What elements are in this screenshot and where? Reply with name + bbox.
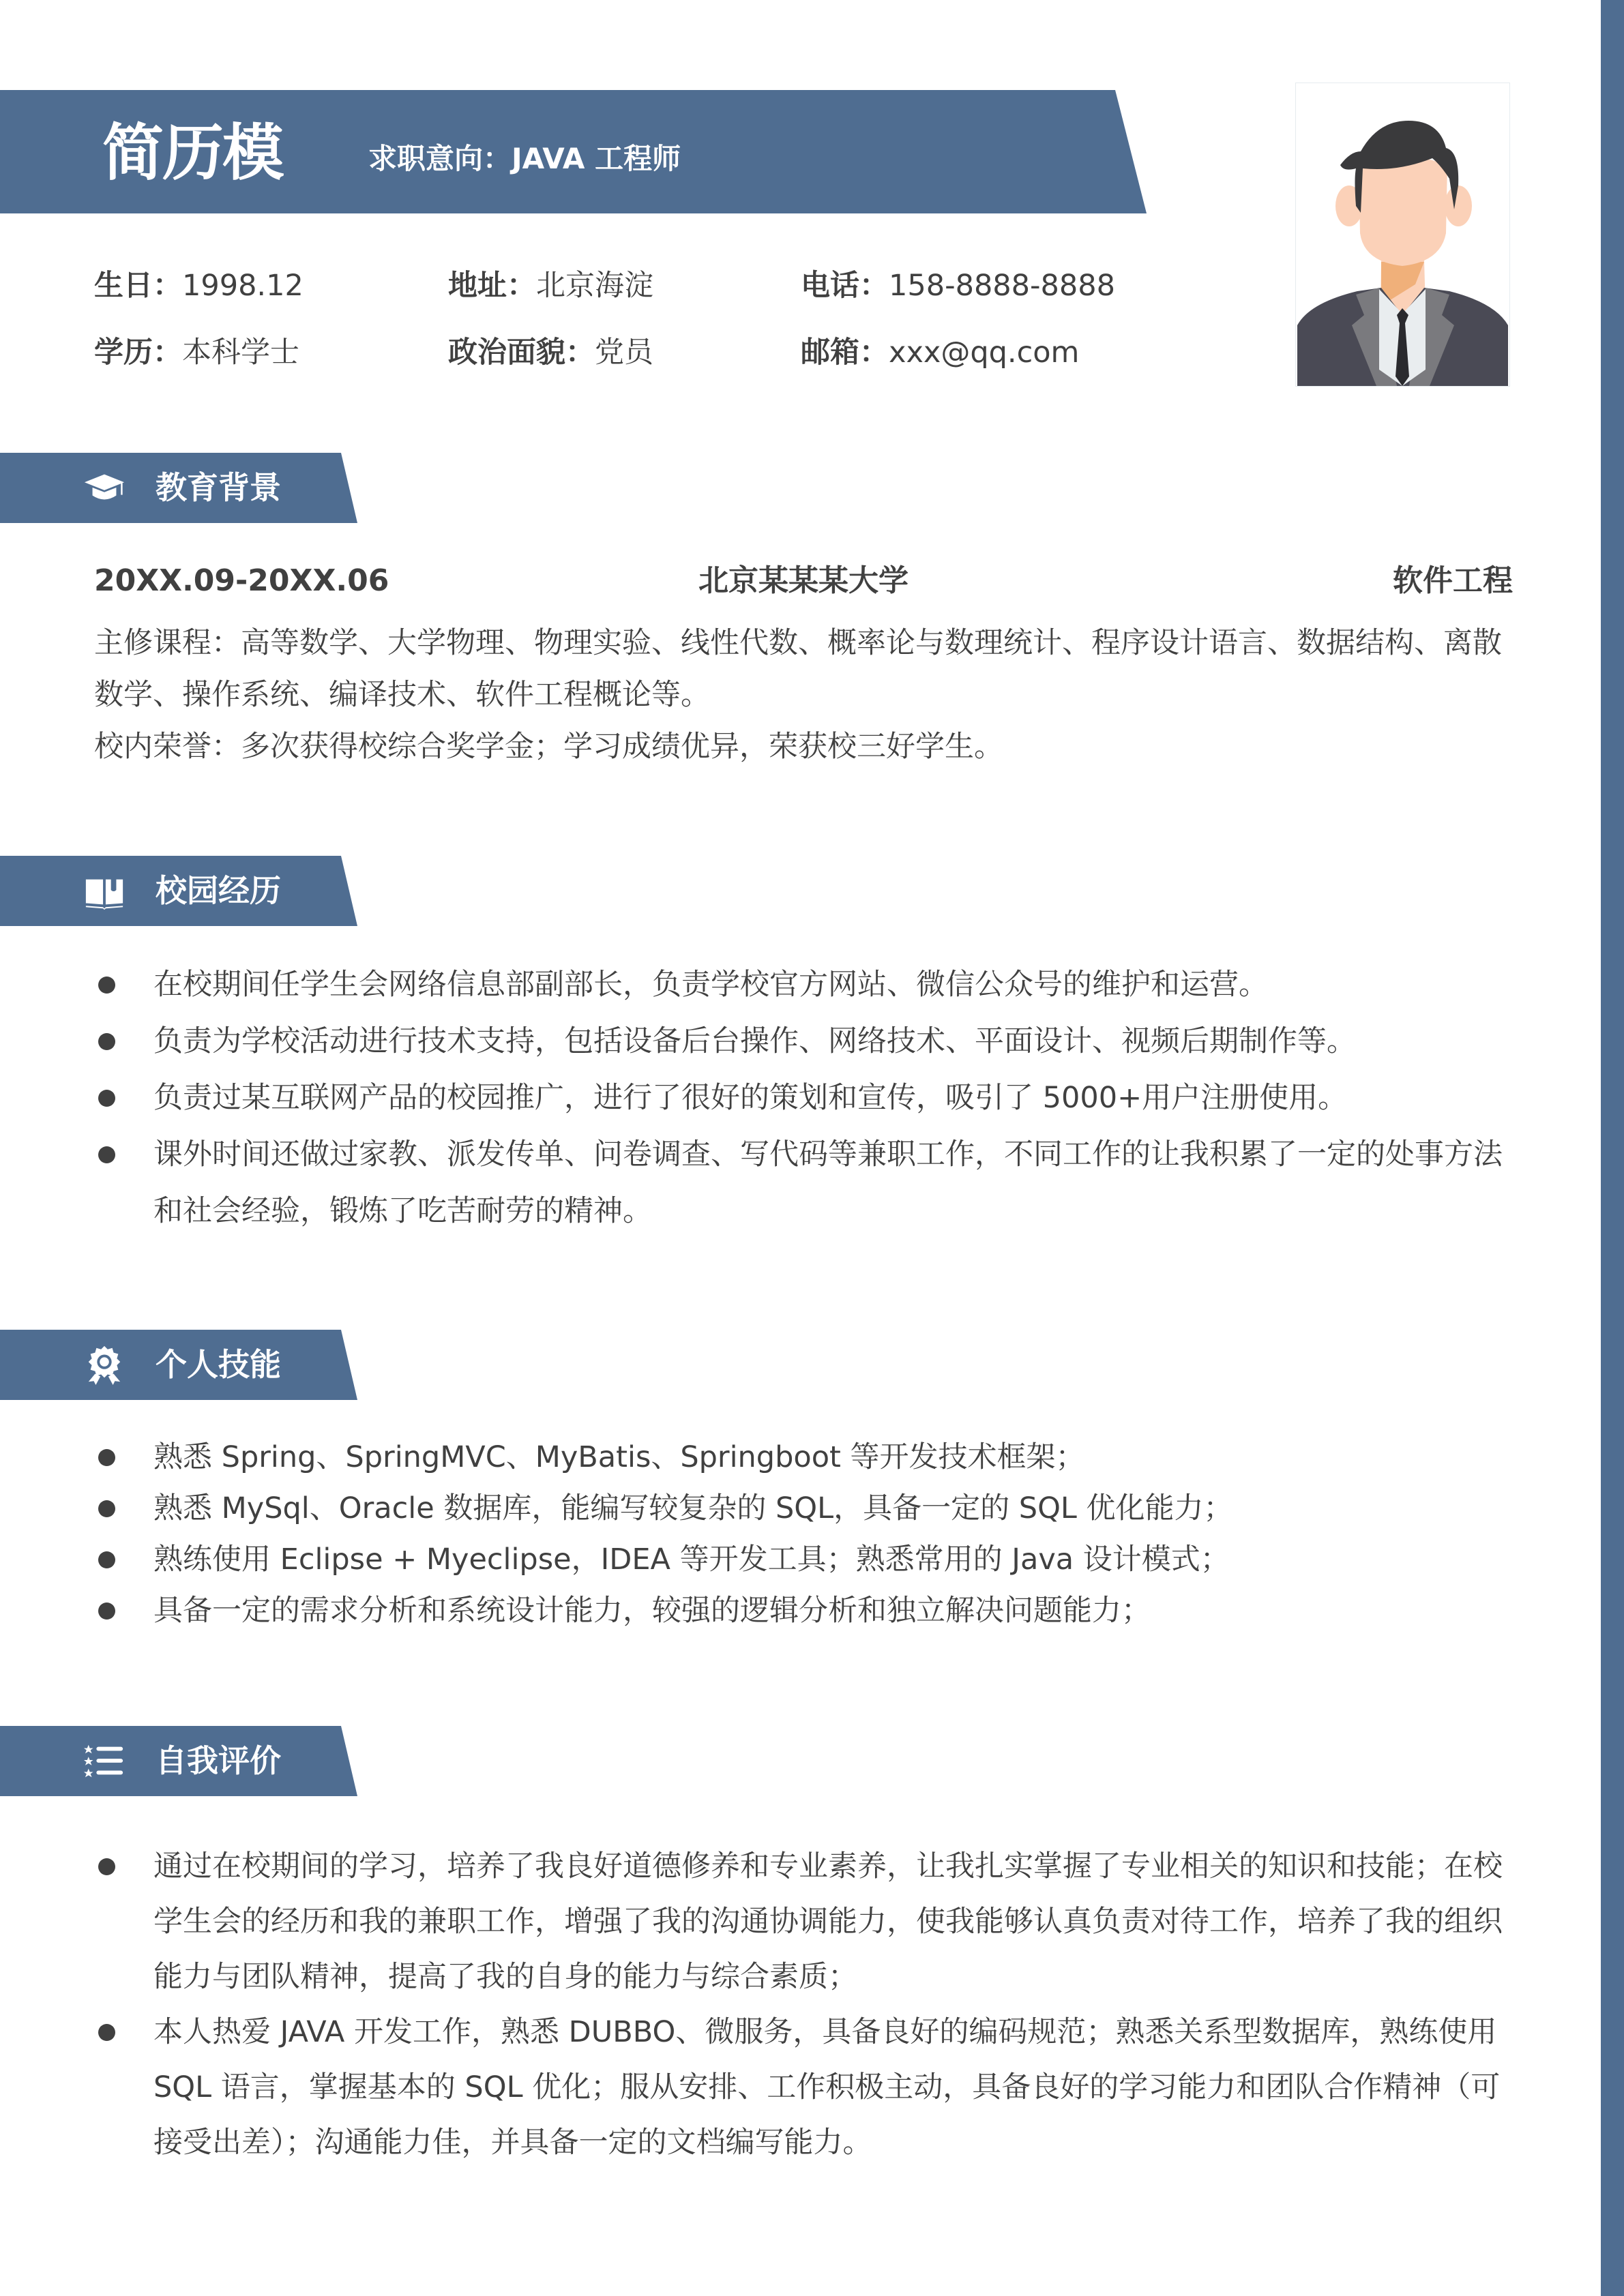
info-politics-value: 党员 bbox=[595, 336, 653, 370]
info-politics bbox=[448, 332, 653, 373]
bullet-icon bbox=[98, 1033, 115, 1050]
info-address-value: 北京海淀 bbox=[536, 269, 653, 303]
info-phone bbox=[801, 265, 1115, 306]
section-title-self-evaluation: 自我评价 bbox=[156, 1742, 281, 1779]
info-phone-label: 电话： bbox=[801, 269, 889, 303]
info-address-label: 地址： bbox=[448, 269, 536, 303]
list-item: 在校期间任学生会网络信息部副部长，负责学校官方网站、微信公众号的维护和运营。 bbox=[94, 957, 1516, 1013]
bullet-icon bbox=[98, 1449, 115, 1466]
avatar-icon bbox=[1296, 83, 1509, 386]
bullet-icon bbox=[98, 2024, 115, 2041]
list-item: 通过在校期间的学习，培养了我良好道德修养和专业素养，让我扎实掌握了专业相关的知识和技能；在校学生会的经历和我的兼职工作，增强了我的沟通协调能力，使我能够认真负责对待工作，培养了我的组织能力与团队精神，提高了我的自身的能力与综合素质； bbox=[94, 1839, 1516, 2005]
info-education-value: 本科学士 bbox=[182, 336, 299, 370]
education-major: 软件工程 bbox=[1393, 563, 1513, 598]
list-item: 课外时间还做过家教、派发传单、问卷调查、写代码等兼职工作，不同工作的让我积累了一定的处事方法和社会经验，锻炼了吃苦耐劳的精神。 bbox=[94, 1127, 1516, 1240]
skills-list bbox=[94, 1432, 1516, 1637]
info-education bbox=[94, 332, 299, 373]
right-accent-bar bbox=[1601, 0, 1624, 2296]
info-birthday-value: 1998.12 bbox=[182, 269, 304, 303]
resume-title: 简历模 bbox=[102, 117, 282, 189]
bullet-icon bbox=[98, 1500, 115, 1517]
list-item: 负责过某互联网产品的校园推广，进行了很好的策划和宣传，吸引了 5000+用户注册使用。 bbox=[94, 1070, 1516, 1127]
list-item: 负责为学校活动进行技术支持，包括设备后台操作、网络技术、平面设计、视频后期制作等。 bbox=[94, 1013, 1516, 1070]
award-ribbon-icon bbox=[83, 1343, 126, 1386]
section-title-skills: 个人技能 bbox=[156, 1346, 281, 1383]
bullet-icon bbox=[98, 1551, 115, 1568]
list-item: 熟练使用 Eclipse + Myeclipse，IDEA 等开发工具；熟悉常用的 Java 设计模式； bbox=[94, 1534, 1516, 1585]
graduation-cap-icon bbox=[83, 466, 126, 509]
section-title-campus: 校园经历 bbox=[156, 872, 281, 909]
education-school: 北京某某某大学 bbox=[698, 563, 909, 598]
education-entry bbox=[94, 559, 1513, 603]
section-title-education: 教育背景 bbox=[156, 469, 281, 506]
info-address bbox=[448, 265, 653, 306]
info-email-label: 邮箱： bbox=[801, 336, 889, 370]
list-item: 熟悉 MySql、Oracle 数据库，能编写较复杂的 SQL，具备一定的 SQL 优化能力； bbox=[94, 1483, 1516, 1534]
profile-photo bbox=[1295, 83, 1510, 387]
self-evaluation-list bbox=[94, 1839, 1516, 2171]
bullet-icon bbox=[98, 1090, 115, 1107]
education-honors: 校内荣誉：多次获得校综合奖学金；学习成绩优异，荣获校三好学生。 bbox=[94, 730, 1003, 764]
info-birthday bbox=[94, 265, 304, 306]
bullet-icon bbox=[98, 1146, 115, 1163]
bullet-icon bbox=[98, 976, 115, 994]
bullet-icon bbox=[98, 1858, 115, 1875]
education-courses: 主修课程：高等数学、大学物理、物理实验、线性代数、概率论与数理统计、程序设计语言、数据结构、离散数学、操作系统、编译技术、软件工程概论等。 bbox=[94, 626, 1502, 712]
campus-list bbox=[94, 957, 1516, 1240]
list-item: 具备一定的需求分析和系统设计能力，较强的逻辑分析和独立解决问题能力； bbox=[94, 1585, 1516, 1637]
info-email bbox=[801, 332, 1079, 373]
info-email-value: xxx@qq.com bbox=[889, 336, 1080, 370]
education-period: 20XX.09-20XX.06 bbox=[94, 563, 389, 598]
info-phone-value: 158-8888-8888 bbox=[889, 269, 1115, 303]
education-details bbox=[94, 617, 1514, 773]
info-politics-label: 政治面貌： bbox=[448, 336, 595, 370]
info-education-label: 学历： bbox=[94, 336, 182, 370]
job-intent: 求职意向：JAVA 工程师 bbox=[368, 142, 681, 175]
open-book-icon bbox=[83, 870, 126, 912]
star-list-icon bbox=[83, 1740, 126, 1782]
info-birthday-label: 生日： bbox=[94, 269, 182, 303]
list-item: 熟悉 Spring、SpringMVC、MyBatis、Springboot 等开发技术框架； bbox=[94, 1432, 1516, 1483]
bullet-icon bbox=[98, 1602, 115, 1620]
list-item: 本人热爱 JAVA 开发工作，熟悉 DUBBO、微服务，具备良好的编码规范；熟悉关系型数据库，熟练使用 SQL 语言，掌握基本的 SQL 优化；服从安排、工作积极主动，具备良好的学习能力和团队合作精神（可接受出差）；沟通能力佳，并具备一定的文档编写能力。 bbox=[94, 2005, 1516, 2171]
